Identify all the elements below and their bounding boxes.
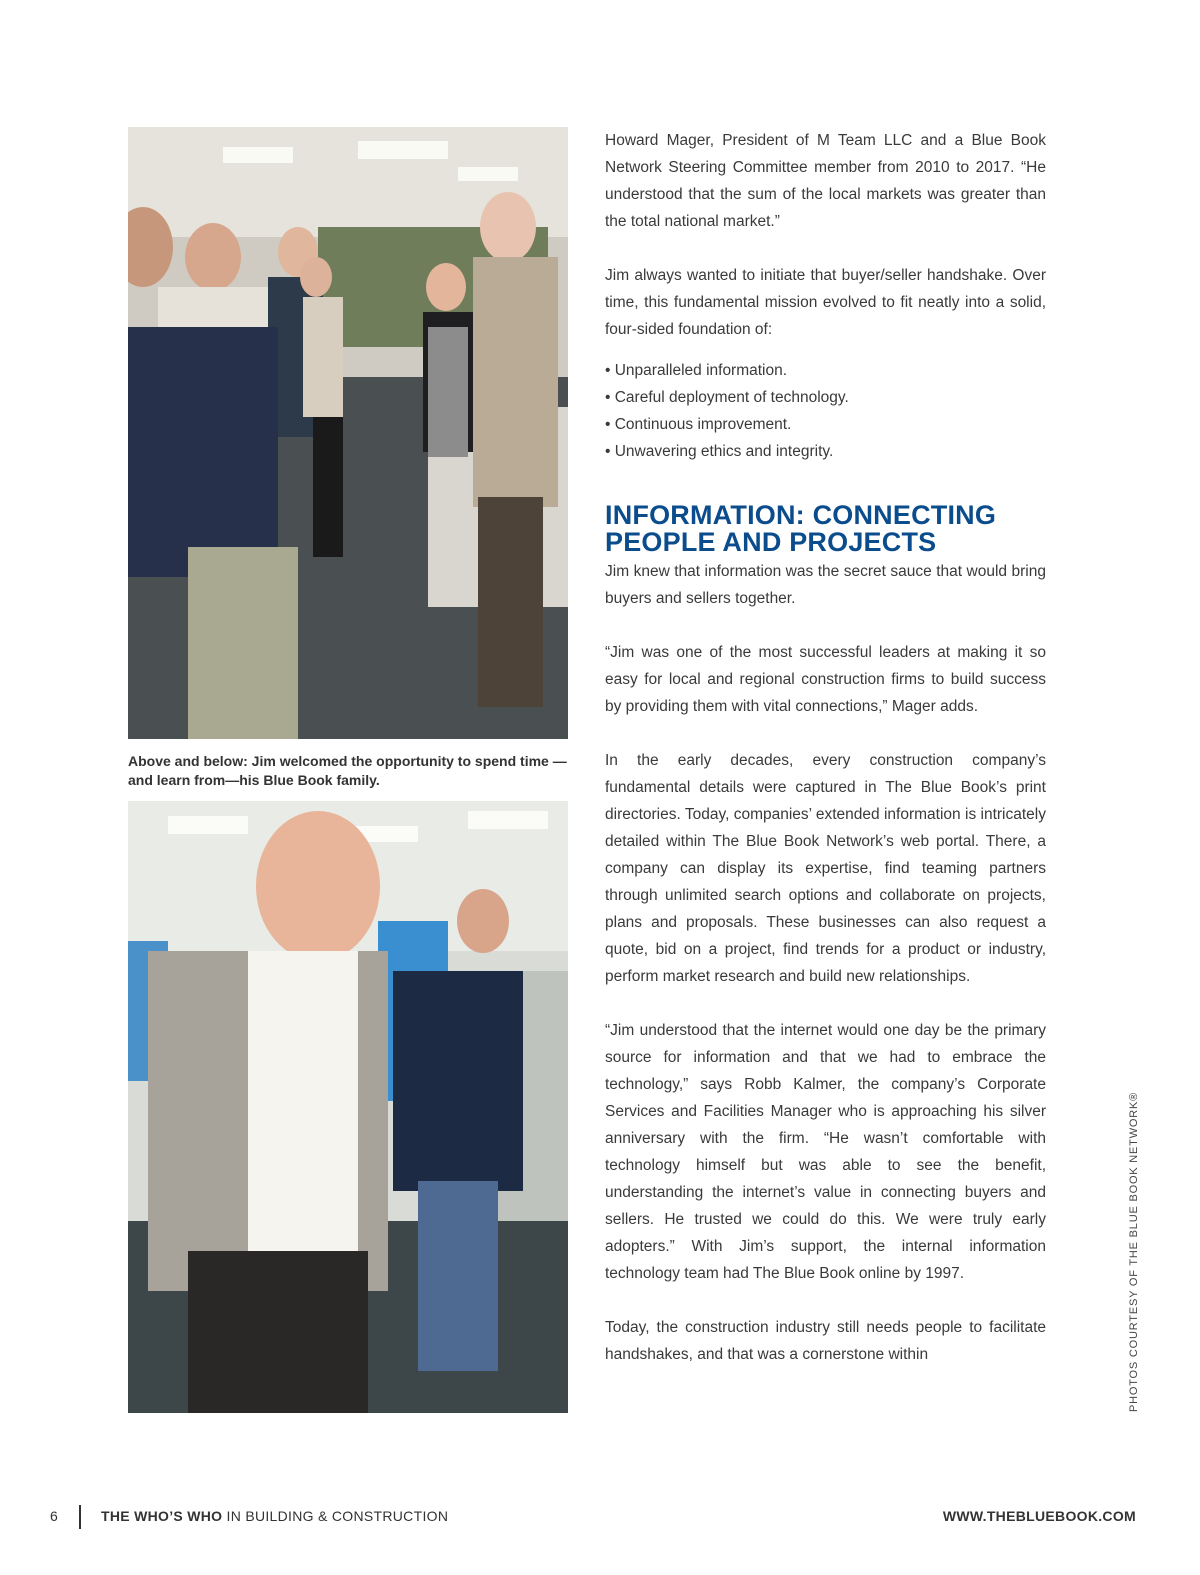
article-paragraph: “Jim understood that the internet would one day be the primary source for information and that we had to embrace the technology,” says Robb Kalmer, the company’s Corporate Services and Facilities Manager who is approaching his silver anniversary with the firm. “He wasn’t comfortable with technology himself but was able to see the benefit, understanding the internet’s value in connecting buyers and sellers. He trusted we could do this. We were truly early adopters.” With Jim’s support, the internal information technology team had The Blue Book online by 1997. xyxy=(605,1022,1046,1282)
article-paragraph: In the early decades, every construction company’s fundamental details were captured in The Blue Book’s print directories. Today, companies’ extended information is intricately detailed within The Blue Book Network’s web portal. There, a company can display its expertise, find teaming partners through unlimited search options and collaborate on projects, plans and proposals. These businesses can also request a quote, bid on a project, find trends for a product or industry, perform market research and build new relationships. xyxy=(605,752,1046,985)
section-heading: INFORMATION: CONNECTING PEOPLE AND PROJECTS xyxy=(605,500,997,557)
article-paragraph: “Jim was one of the most successful leaders at making it so easy for local and regional construction firms to build success by providing them with vital connections,” Mager adds. xyxy=(605,644,1046,715)
foundation-list xyxy=(605,357,1046,465)
publication-name xyxy=(101,1508,448,1524)
photo-group-office xyxy=(128,127,568,739)
article-paragraph: Today, the construction industry still needs people to facilitate handshakes, and that was a cornerstone within xyxy=(605,1319,1046,1363)
footer-divider xyxy=(79,1505,81,1529)
list-item: • Unwavering ethics and integrity. xyxy=(605,438,1046,465)
article-paragraph: Jim always wanted to initiate that buyer/seller handshake. Over time, this fundamental mission evolved to fit neatly into a solid, four-sided foundation of: xyxy=(605,267,1046,338)
photo-group-office-image xyxy=(128,127,568,739)
list-item: • Continuous improvement. xyxy=(605,411,1046,438)
photo-credit: PHOTOS COURTESY OF THE BLUE BOOK NETWORK® xyxy=(1128,1091,1140,1412)
website-link[interactable]: WWW.THEBLUEBOOK.COM xyxy=(942,1508,1136,1524)
list-item: • Unparalleled information. xyxy=(605,357,1046,384)
page-footer xyxy=(0,1503,1200,1531)
publication-name-rest: IN BUILDING & CONSTRUCTION xyxy=(222,1508,449,1524)
article-paragraph: Howard Mager, President of M Team LLC and a Blue Book Network Steering Committee member from 2010 to 2017. “He understood that the sum of the local markets was greater than the total national market.” xyxy=(605,132,1046,230)
photo-caption: Above and below: Jim welcomed the opportunity to spend time —and learn from—his Blue Book family. xyxy=(128,753,567,788)
photo-jim-and-colleague-image xyxy=(128,801,568,1413)
page-number: 6 xyxy=(50,1508,58,1524)
list-item: • Careful deployment of technology. xyxy=(605,384,1046,411)
article-paragraph: Jim knew that information was the secret sauce that would bring buyers and sellers together. xyxy=(605,563,1046,607)
photo-jim-and-colleague xyxy=(128,801,568,1413)
publication-name-bold: THE WHO’S WHO xyxy=(101,1508,223,1524)
article-body xyxy=(605,127,1046,1395)
